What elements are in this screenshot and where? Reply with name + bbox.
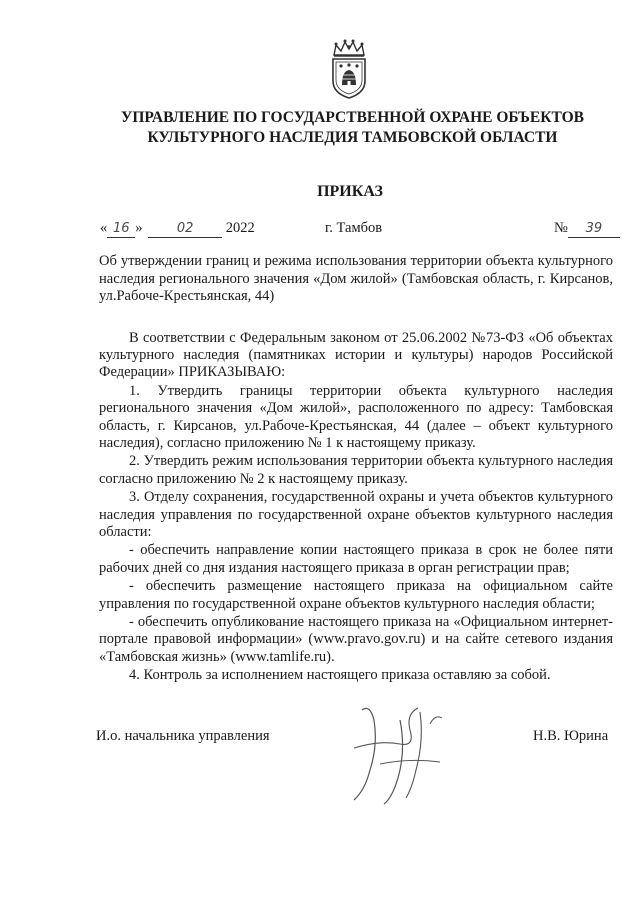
order-item-1: 1. Утвердить границы территории объекта культурного наследия регионального значения «Дом жилой», расположенного по адресу: Тамбовская область, г. Кирсанов, ул.Рабоче-Крестьянская, 44 (далее – объект культурного наследия), согласно приложению № 1 к настоящему приказу. [99,383,613,451]
order-body [99,330,613,686]
date-day-field [107,220,135,238]
order-item-3b: - обеспечить размещение настоящего приказа на официальном сайте управления по государственной охране объектов культурного наследия области; [99,578,613,612]
order-subject: Об утверждении границ и режима использования территории объекта культурного наследия регионального значения «Дом жилой» (Тамбовская область, г. Кирсанов, ул.Рабоче-Крестьянская, 44) [99,253,613,305]
order-number-label: № [554,220,568,236]
date-month: 02 [176,221,194,236]
document-type: ПРИКАЗ [317,183,383,200]
date-open-quote: « [100,220,108,236]
date-month-field [148,220,222,238]
date-close-quote: » [135,220,143,236]
agency-name-line2: КУЛЬТУРНОГО НАСЛЕДИЯ ТАМБОВСКОЙ ОБЛАСТИ [147,129,558,146]
signatory-name: Н.В. Юрина [533,728,609,744]
agency-name-line1: УПРАВЛЕНИЕ ПО ГОСУДАРСТВЕННОЙ ОХРАНЕ ОБЪЕКТОВ [120,109,585,126]
handwritten-signature [340,700,460,810]
order-date [100,220,255,238]
order-number [554,220,620,238]
order-number-value: 39 [585,221,603,236]
order-number-field [568,220,620,238]
order-item-2: 2. Утвердить режим использования территории объекта культурного наследия согласно приложению № 2 к настоящему приказу. [99,453,613,487]
order-intro: В соответствии с Федеральным законом от 25.06.2002 №73-ФЗ «Об объектах культурного наследия (памятниках истории и культуры) народов Российской Федерации» ПРИКАЗЫВАЮ: [99,330,613,381]
order-item-3: 3. Отделу сохранения, государственной охраны и учета объектов культурного наследия управления по государственной охране объектов культурного наследия области: [99,489,613,540]
agency-name [60,108,640,148]
date-day: 16 [112,221,130,236]
date-year: 2022 [225,220,255,236]
tambov-coat-of-arms-icon [324,37,374,101]
order-item-3a: - обеспечить направление копии настоящего приказа в срок не более пяти рабочих дней со дня издания настоящего приказа в орган регистрации прав; [99,542,613,576]
order-item-3c: - обеспечить опубликование настоящего приказа на «Официальном интернет-портале правовой информации» (www.pravo.gov.ru) и на сайте сетевого издания «Тамбовская жизнь» (www.tamlife.ru). [99,614,613,665]
city: г. Тамбов [325,220,383,236]
order-item-4: 4. Контроль за исполнением настоящего приказа оставляю за собой. [129,667,551,684]
signatory-position: И.о. начальника управления [96,728,270,744]
